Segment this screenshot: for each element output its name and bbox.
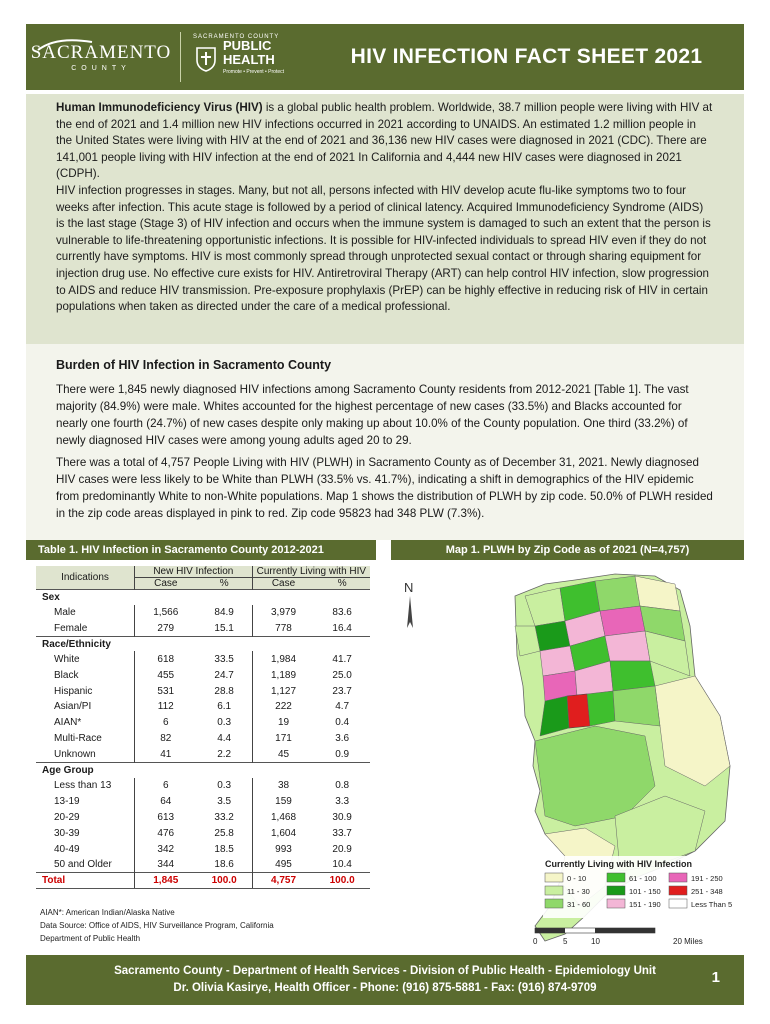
row-label: 13-19 (54, 795, 80, 807)
new-pct-cell: 25.8 (214, 827, 234, 839)
shield-icon (195, 46, 217, 72)
table-row (36, 747, 370, 763)
row-label: 20-29 (54, 811, 80, 823)
living-pct-cell: 4.7 (335, 701, 350, 713)
hiv-table (36, 566, 370, 889)
new-case-cell: 41 (134, 747, 196, 763)
legend-swatch (545, 886, 563, 895)
living-pct-cell: 30.9 (332, 811, 352, 823)
living-pct-cell: 0.8 (335, 779, 350, 791)
table-row (36, 731, 370, 747)
total-new-case: 1,845 (134, 873, 196, 889)
new-pct-cell: 24.7 (214, 669, 234, 681)
note-source: Data Source: Office of AIDS, HIV Surveillance Program, California (40, 921, 274, 930)
table-title: Table 1. HIV Infection in Sacramento County 2012-2021 (26, 540, 376, 560)
new-pct-cell: 84.9 (214, 606, 234, 618)
burden-section (26, 344, 744, 540)
living-case-cell: 19 (252, 715, 314, 731)
public-health-logo (189, 24, 309, 90)
new-case-cell: 613 (134, 809, 196, 825)
new-case-cell: 112 (134, 699, 196, 715)
row-label: Asian/PI (54, 701, 92, 713)
legend-swatch (545, 873, 563, 882)
col-header-living: Currently Living with HIV (252, 566, 370, 578)
scale-label-5: 5 (563, 937, 568, 946)
north-arrow-icon (400, 580, 420, 630)
living-pct-cell: 41.7 (332, 653, 352, 665)
group-label: Sex (36, 590, 370, 605)
table-row (36, 841, 370, 857)
group-label: Age Group (36, 763, 370, 778)
col-header-new-pct: % (197, 578, 253, 590)
footer-line-2: Dr. Olivia Kasirye, Health Officer - Phone: (916) 875-5881 - Fax: (916) 874-9709 (173, 982, 597, 994)
logo-ph-tagline: Promote • Prevent • Protect (223, 69, 285, 75)
living-case-cell: 1,984 (252, 651, 314, 667)
legend-label: 11 - 30 (567, 887, 590, 896)
new-pct-cell: 2.2 (217, 748, 232, 760)
living-case-cell: 495 (252, 857, 314, 873)
logo-divider (180, 32, 181, 82)
col-header-indications: Indications (36, 566, 134, 590)
row-label: White (54, 653, 80, 665)
legend-label: 61 - 100 (629, 874, 657, 883)
living-pct-cell: 33.7 (332, 827, 352, 839)
living-case-cell: 171 (252, 731, 314, 747)
header-banner (26, 24, 744, 90)
logo-ph-line2: HEALTH (223, 52, 275, 67)
new-case-cell: 1,566 (134, 605, 196, 621)
legend-label: 191 - 250 (691, 874, 723, 883)
map-title: Map 1. PLWH by Zip Code as of 2021 (N=4,757) (391, 540, 744, 560)
intro-paragraph-1 (56, 100, 714, 183)
living-pct-cell: 10.4 (332, 859, 352, 871)
living-case-cell: 778 (252, 620, 314, 636)
intro-text-1: is a global public health problem. Worldwide, 38.7 million people were living with HIV at the end of 2021 and 1.4 million new HIV infections occurred in 2021 according to UNAIDS. An estimated 1.2 million people in the United States were living with HIV at the end of 2021 and 36,136 new HIV cases were diagnosed in 2021 (CDC). There are 141,001 people living with HIV infection at the end of 2021 In California and 4,444 new HIV cases were diagnosed in 2021 (CDPH). (56, 101, 713, 181)
new-case-cell: 82 (134, 731, 196, 747)
legend-label: 0 - 10 (567, 874, 587, 883)
living-pct-cell: 23.7 (332, 685, 352, 697)
intro-paragraph-2: HIV infection progresses in stages. Many, but not all, persons infected with HIV develop acute flu-like symptoms two to four weeks after infection. This acute stage is followed by a period of clinical latency. Acquired Immunodeficiency Syndrome (AIDS) is the last stage (Stage 3) of HIV infection and occurs when the immune system is damaged to such an extent that the person is vulnerable to life-threatening opportunistic infections. It is possible for HIV-infected individuals to spread HIV even if they do not currently have symptoms. HIV is most commonly spread through unprotected sexual contact or through sharing equipment for injection drug use. No effective cure exists for HIV. Antiretroviral Therapy (ART) can help control HIV infection, slow progression to AIDS and reduce HIV transmission. Pre-exposure prophylaxis (PrEP) can be highly effective in reducing risk of HIV in certain populations when taken as directed under the care of a medical professional. (56, 183, 711, 314)
new-pct-cell: 3.5 (217, 795, 232, 807)
living-case-cell: 1,189 (252, 667, 314, 683)
legend-swatch (607, 886, 625, 895)
table-row (36, 605, 370, 621)
table-row (36, 699, 370, 715)
scale-label-20: 20 Miles (673, 937, 703, 946)
page-title: HIV INFECTION FACT SHEET 2021 (350, 45, 703, 68)
new-pct-cell: 4.4 (217, 733, 232, 745)
table-row (36, 857, 370, 873)
intro-section (26, 94, 744, 344)
living-case-cell: 993 (252, 841, 314, 857)
burden-heading: Burden of HIV Infection in Sacramento County (56, 358, 332, 372)
row-label: Female (54, 622, 88, 634)
new-pct-cell: 15.1 (214, 622, 234, 634)
swoosh-icon (36, 38, 94, 52)
total-living-case: 4,757 (252, 873, 314, 889)
table-row (36, 778, 370, 794)
new-pct-cell: 18.5 (214, 843, 234, 855)
new-pct-cell: 33.5 (214, 653, 234, 665)
living-case-cell: 1,468 (252, 809, 314, 825)
new-pct-cell: 33.2 (214, 811, 234, 823)
zip-code-map (505, 566, 735, 946)
sacramento-county-logo (26, 24, 176, 90)
new-case-cell: 618 (134, 651, 196, 667)
burden-paragraph-2: There was a total of 4,757 People Living with HIV (PLWH) in Sacramento County as of December 31, 2021. Newly diagnosed HIV cases were less likely to be White than PLWH (33.5% vs. 41.7%), indicating a shift in demographics of the HIV epidemic from predominantly White to non-White populations. Map 1 shows the distribution of PLWH by zip code. 50.0% of PLWH resided in the zip code areas displayed in pink to red. Zip code 95823 had 348 PLW (7.3%). (56, 456, 713, 520)
scale-bar (533, 928, 703, 946)
living-pct-cell: 83.6 (332, 606, 352, 618)
total-new-pct: 100.0 (197, 873, 253, 889)
row-label: Unknown (54, 748, 96, 760)
col-header-living-pct: % (314, 578, 370, 590)
living-pct-cell: 16.4 (332, 622, 352, 634)
note-source-2: Department of Public Health (40, 934, 141, 943)
legend-swatch (607, 873, 625, 882)
north-label: N (404, 580, 414, 595)
legend-label: 151 - 190 (629, 900, 661, 909)
new-case-cell: 279 (134, 620, 196, 636)
note-aian: AIAN*: American Indian/Alaska Native (40, 908, 175, 917)
page-number: 1 (711, 969, 720, 986)
new-case-cell: 531 (134, 683, 196, 699)
new-case-cell: 342 (134, 841, 196, 857)
living-case-cell: 1,604 (252, 825, 314, 841)
legend-swatch (607, 899, 625, 908)
table-group-row (36, 636, 370, 651)
legend-label: 251 - 348 (691, 887, 723, 896)
scale-label-0: 0 (533, 937, 538, 946)
living-pct-cell: 0.9 (335, 748, 350, 760)
col-header-new-case: Case (134, 578, 196, 590)
table-row (36, 667, 370, 683)
legend-label: 101 - 150 (629, 887, 661, 896)
living-case-cell: 3,979 (252, 605, 314, 621)
logo-county-sub: COUNTY (71, 64, 131, 72)
living-pct-cell: 3.6 (335, 733, 350, 745)
group-label: Race/Ethnicity (36, 636, 370, 651)
table-row (36, 825, 370, 841)
new-case-cell: 6 (134, 715, 196, 731)
living-case-cell: 1,127 (252, 683, 314, 699)
living-pct-cell: 3.3 (335, 795, 350, 807)
new-pct-cell: 6.1 (217, 701, 232, 713)
intro-lead: Human Immunodeficiency Virus (HIV) (56, 101, 263, 114)
logo-ph-top: SACRAMENTO COUNTY (193, 34, 280, 40)
table-row (36, 715, 370, 731)
burden-paragraph-1: There were 1,845 newly diagnosed HIV infections among Sacramento County residents from 2012-2021 [Table 1]. The vast majority (84.9%) were male. Whites accounted for the highest percentage of new cases (33.5%) and Blacks accounted for nearly one fourth (24.7%) of new cases despite only making up about 10.0% of the County population. One third (33.2%) of newly diagnosed HIV cases were among young adults aged 20 to 29. (56, 383, 689, 447)
table-notes (40, 906, 274, 945)
table-row (36, 651, 370, 667)
table-group-row (36, 763, 370, 778)
legend-swatch (669, 873, 687, 882)
legend-swatch (669, 899, 687, 908)
col-header-living-case: Case (252, 578, 314, 590)
new-pct-cell: 0.3 (217, 779, 232, 791)
map-legend (543, 856, 735, 918)
legend-title: Currently Living with HIV Infection (545, 859, 693, 869)
table-row (36, 683, 370, 699)
logo-ph-line1: PUBLIC (223, 38, 272, 53)
hiv-table-wrap (36, 566, 370, 889)
living-case-cell: 45 (252, 747, 314, 763)
footer-banner (26, 955, 744, 1005)
new-pct-cell: 28.8 (214, 685, 234, 697)
table-row (36, 620, 370, 636)
table-row (36, 809, 370, 825)
living-pct-cell: 0.4 (335, 717, 350, 729)
table-row (36, 793, 370, 809)
row-label: Male (54, 606, 76, 618)
row-label: Hispanic (54, 685, 93, 697)
new-case-cell: 6 (134, 778, 196, 794)
new-case-cell: 64 (134, 793, 196, 809)
living-case-cell: 159 (252, 793, 314, 809)
new-pct-cell: 0.3 (217, 717, 232, 729)
table-total-row (36, 873, 370, 889)
scale-label-10: 10 (591, 937, 600, 946)
col-header-new: New HIV Infection (134, 566, 252, 578)
legend-label: 31 - 60 (567, 900, 591, 909)
legend-swatch (669, 886, 687, 895)
living-pct-cell: 25.0 (332, 669, 352, 681)
living-case-cell: 38 (252, 778, 314, 794)
row-label: Multi-Race (54, 733, 102, 745)
row-label: Black (54, 669, 79, 681)
table-header-row-1 (36, 566, 370, 578)
total-label: Total (36, 873, 134, 889)
living-pct-cell: 20.9 (332, 843, 352, 855)
new-pct-cell: 18.6 (214, 859, 234, 871)
table-group-row (36, 590, 370, 605)
new-case-cell: 344 (134, 857, 196, 873)
row-label: 30-39 (54, 827, 80, 839)
new-case-cell: 455 (134, 667, 196, 683)
row-label: Less than 13 (54, 779, 112, 791)
legend-swatch (545, 899, 563, 908)
total-living-pct: 100.0 (314, 873, 370, 889)
living-case-cell: 222 (252, 699, 314, 715)
new-case-cell: 476 (134, 825, 196, 841)
legend-label: Less Than 5 (691, 900, 733, 909)
row-label: AIAN* (54, 717, 82, 729)
logo-county-word: SACRAMENTO (30, 41, 172, 63)
row-label: 50 and Older (54, 859, 112, 871)
row-label: 40-49 (54, 843, 80, 855)
footer-line-1: Sacramento County - Department of Health Services - Division of Public Health - Epidemiology Unit (114, 965, 656, 977)
